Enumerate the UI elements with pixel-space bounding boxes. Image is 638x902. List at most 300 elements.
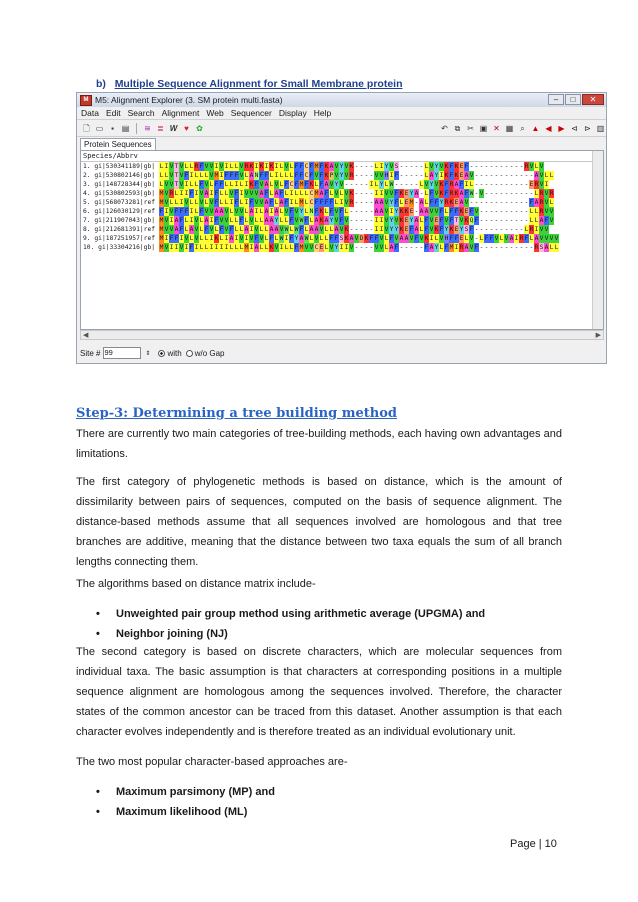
residue-cell[interactable]: K <box>324 172 329 179</box>
residue-cell[interactable]: - <box>369 244 374 251</box>
residue-cell[interactable]: M <box>299 244 304 251</box>
residue-cell[interactable]: F <box>429 199 434 206</box>
residue-cell[interactable]: L <box>199 172 204 179</box>
residue-cell[interactable]: A <box>274 190 279 197</box>
residue-cell[interactable]: - <box>484 244 489 251</box>
residue-cell[interactable]: - <box>504 181 509 188</box>
residue-cell[interactable]: A <box>244 226 249 233</box>
residue-cell[interactable]: L <box>259 226 264 233</box>
residue-cell[interactable]: K <box>444 163 449 170</box>
residue-cell[interactable]: A <box>314 217 319 224</box>
menu-help[interactable]: Help <box>313 108 332 118</box>
site-number-input[interactable]: 99 <box>103 347 141 359</box>
residue-cell[interactable]: I <box>514 235 519 242</box>
residue-cell[interactable]: I <box>249 226 254 233</box>
residue-cell[interactable]: V <box>184 199 189 206</box>
residue-cell[interactable]: V <box>259 181 264 188</box>
residue-cell[interactable]: R <box>534 244 539 251</box>
residue-cell[interactable]: - <box>514 226 519 233</box>
residue-cell[interactable]: F <box>469 208 474 215</box>
residue-cell[interactable]: L <box>284 172 289 179</box>
residue-cell[interactable]: - <box>489 199 494 206</box>
residue-cell[interactable]: - <box>409 181 414 188</box>
residue-cell[interactable]: A <box>534 235 539 242</box>
residue-cell[interactable]: I <box>274 172 279 179</box>
residue-cell[interactable]: L <box>534 163 539 170</box>
residue-cell[interactable]: L <box>169 199 174 206</box>
residue-cell[interactable]: A <box>334 226 339 233</box>
residue-cell[interactable]: V <box>544 208 549 215</box>
residue-cell[interactable]: - <box>484 181 489 188</box>
residue-cell[interactable]: V <box>334 190 339 197</box>
sequence-name[interactable]: 4. gi|530802593|gb| <box>83 190 156 197</box>
residue-cell[interactable]: L <box>184 226 189 233</box>
residue-cell[interactable]: S <box>539 244 544 251</box>
residue-cell[interactable]: L <box>194 172 199 179</box>
residue-cell[interactable]: - <box>494 190 499 197</box>
residue-cell[interactable]: M <box>314 163 319 170</box>
residue-cell[interactable]: F <box>239 217 244 224</box>
residue-cell[interactable]: - <box>509 163 514 170</box>
residue-cell[interactable]: V <box>354 235 359 242</box>
residue-cell[interactable]: C <box>309 190 314 197</box>
residue-cell[interactable]: L <box>534 190 539 197</box>
residue-cell[interactable]: V <box>544 226 549 233</box>
residue-cell[interactable]: - <box>509 244 514 251</box>
residue-cell[interactable]: - <box>369 199 374 206</box>
residue-cell[interactable]: V <box>384 199 389 206</box>
residue-cell[interactable]: L <box>239 244 244 251</box>
residue-cell[interactable]: V <box>169 181 174 188</box>
residue-cell[interactable]: V <box>494 235 499 242</box>
residue-cell[interactable]: L <box>374 163 379 170</box>
sequence-row[interactable] <box>81 207 603 216</box>
residue-cell[interactable]: F <box>219 226 224 233</box>
residue-cell[interactable]: E <box>454 226 459 233</box>
residue-cell[interactable]: - <box>499 163 504 170</box>
residue-cell[interactable]: V <box>164 226 169 233</box>
residue-cell[interactable]: - <box>364 181 369 188</box>
residue-cell[interactable]: F <box>289 208 294 215</box>
residue-cell[interactable]: - <box>369 208 374 215</box>
residue-cell[interactable]: F <box>329 235 334 242</box>
residue-cell[interactable]: A <box>464 172 469 179</box>
residue-cell[interactable]: I <box>184 190 189 197</box>
residue-cell[interactable]: Q <box>469 217 474 224</box>
residue-cell[interactable]: E <box>404 190 409 197</box>
sequence-row[interactable] <box>81 162 603 171</box>
residue-cell[interactable]: Y <box>434 163 439 170</box>
residue-cell[interactable]: I <box>214 244 219 251</box>
residue-cell[interactable]: K <box>464 217 469 224</box>
residue-cell[interactable]: T <box>174 172 179 179</box>
residue-cell[interactable]: F <box>179 226 184 233</box>
residue-cell[interactable]: A <box>414 226 419 233</box>
residue-cell[interactable]: - <box>499 244 504 251</box>
minimize-icon[interactable]: – <box>548 94 564 105</box>
residue-cell[interactable]: V <box>204 163 209 170</box>
residue-cell[interactable]: T <box>454 217 459 224</box>
residue-cell[interactable]: V <box>334 172 339 179</box>
residue-cell[interactable]: Y <box>429 181 434 188</box>
residue-cell[interactable]: F <box>454 235 459 242</box>
residue-cell[interactable]: F <box>214 181 219 188</box>
residue-cell[interactable]: A <box>259 190 264 197</box>
residue-cell[interactable]: I <box>534 226 539 233</box>
residue-cell[interactable]: V <box>394 235 399 242</box>
residue-cell[interactable]: V <box>334 208 339 215</box>
residue-cell[interactable]: - <box>359 190 364 197</box>
residue-cell[interactable]: V <box>374 172 379 179</box>
residue-cell[interactable]: K <box>344 235 349 242</box>
residue-cell[interactable]: L <box>479 235 484 242</box>
residue-cell[interactable]: - <box>514 163 519 170</box>
residue-cell[interactable]: L <box>239 181 244 188</box>
residue-cell[interactable]: I <box>194 190 199 197</box>
residue-cell[interactable]: - <box>484 190 489 197</box>
copy-icon[interactable]: ⧉ <box>454 123 461 133</box>
residue-cell[interactable]: I <box>189 217 194 224</box>
residue-cell[interactable]: F <box>214 190 219 197</box>
residue-cell[interactable]: - <box>479 217 484 224</box>
residue-cell[interactable]: F <box>279 190 284 197</box>
residue-cell[interactable]: M <box>159 235 164 242</box>
residue-cell[interactable]: - <box>479 244 484 251</box>
residue-cell[interactable]: L <box>424 172 429 179</box>
insert-gap-icon[interactable]: ▦ <box>505 123 514 133</box>
menu-web[interactable]: Web <box>206 108 224 118</box>
residue-cell[interactable]: V <box>209 172 214 179</box>
residue-cell[interactable]: - <box>489 217 494 224</box>
residue-cell[interactable]: E <box>459 172 464 179</box>
residue-cell[interactable]: L <box>229 163 234 170</box>
sequence-name[interactable]: 6. gi|126030129|ref <box>83 208 156 215</box>
residue-cell[interactable]: L <box>289 172 294 179</box>
residue-cell[interactable]: V <box>254 199 259 206</box>
residue-cell[interactable]: L <box>279 217 284 224</box>
residue-cell[interactable]: A <box>404 235 409 242</box>
residue-cell[interactable]: M <box>159 199 164 206</box>
residue-cell[interactable]: F <box>264 190 269 197</box>
residue-cell[interactable]: F <box>414 235 419 242</box>
residue-cell[interactable]: Y <box>274 217 279 224</box>
residue-cell[interactable]: L <box>189 163 194 170</box>
residue-cell[interactable]: V <box>309 244 314 251</box>
residue-cell[interactable]: F <box>524 235 529 242</box>
residue-cell[interactable]: - <box>519 208 524 215</box>
residue-cell[interactable]: V <box>199 199 204 206</box>
residue-cell[interactable]: L <box>324 208 329 215</box>
residue-cell[interactable]: F <box>174 235 179 242</box>
residue-cell[interactable]: F <box>159 208 164 215</box>
residue-cell[interactable]: V <box>199 190 204 197</box>
residue-cell[interactable]: L <box>304 199 309 206</box>
residue-cell[interactable]: F <box>444 190 449 197</box>
residue-cell[interactable]: Y <box>439 199 444 206</box>
residue-cell[interactable]: - <box>349 181 354 188</box>
residue-cell[interactable]: - <box>504 226 509 233</box>
residue-cell[interactable]: F <box>319 181 324 188</box>
residue-cell[interactable]: F <box>289 217 294 224</box>
residue-cell[interactable]: F <box>474 217 479 224</box>
sequence-residues[interactable] <box>159 207 554 216</box>
residue-cell[interactable]: K <box>249 181 254 188</box>
residue-cell[interactable]: I <box>174 244 179 251</box>
residue-cell[interactable]: L <box>279 181 284 188</box>
residue-cell[interactable]: - <box>494 226 499 233</box>
residue-cell[interactable]: - <box>509 217 514 224</box>
residue-cell[interactable]: - <box>419 244 424 251</box>
residue-cell[interactable]: I <box>439 172 444 179</box>
residue-cell[interactable]: L <box>284 217 289 224</box>
residue-cell[interactable]: - <box>359 199 364 206</box>
residue-cell[interactable]: V <box>319 226 324 233</box>
residue-cell[interactable]: L <box>219 190 224 197</box>
residue-cell[interactable]: - <box>524 181 529 188</box>
sequence-name[interactable]: 7. gi|211907043|gb| <box>83 217 156 224</box>
residue-cell[interactable]: - <box>514 190 519 197</box>
residue-cell[interactable]: - <box>369 217 374 224</box>
residue-cell[interactable]: V <box>539 172 544 179</box>
residue-cell[interactable]: - <box>514 217 519 224</box>
residue-cell[interactable]: - <box>484 199 489 206</box>
residue-cell[interactable]: F <box>339 217 344 224</box>
residue-cell[interactable]: I <box>249 244 254 251</box>
residue-cell[interactable]: V <box>284 163 289 170</box>
residue-cell[interactable]: - <box>524 217 529 224</box>
residue-cell[interactable]: F <box>254 181 259 188</box>
sequence-residues[interactable] <box>159 243 559 252</box>
residue-cell[interactable]: A <box>459 199 464 206</box>
site-spinner-icon[interactable]: ⇕ <box>145 350 151 357</box>
residue-cell[interactable]: V <box>194 226 199 233</box>
residue-cell[interactable]: L <box>159 172 164 179</box>
residue-cell[interactable]: F <box>304 217 309 224</box>
residue-cell[interactable]: E <box>319 244 324 251</box>
residue-cell[interactable]: V <box>249 235 254 242</box>
sequence-name[interactable]: 5. gi|568073281|ref <box>83 199 156 206</box>
residue-cell[interactable]: - <box>529 172 534 179</box>
residue-cell[interactable]: V <box>339 181 344 188</box>
residue-cell[interactable]: I <box>454 244 459 251</box>
residue-cell[interactable]: - <box>394 181 399 188</box>
residue-cell[interactable]: A <box>419 199 424 206</box>
residue-cell[interactable]: - <box>359 208 364 215</box>
residue-cell[interactable]: S <box>394 163 399 170</box>
residue-cell[interactable]: F <box>299 226 304 233</box>
residue-cell[interactable]: I <box>369 181 374 188</box>
residue-cell[interactable]: Y <box>294 235 299 242</box>
residue-cell[interactable]: A <box>414 190 419 197</box>
residue-cell[interactable]: R <box>244 163 249 170</box>
residue-cell[interactable]: - <box>504 244 509 251</box>
residue-cell[interactable]: A <box>269 217 274 224</box>
residue-cell[interactable]: V <box>179 172 184 179</box>
residue-cell[interactable]: L <box>234 244 239 251</box>
residue-cell[interactable]: A <box>264 217 269 224</box>
residue-cell[interactable]: M <box>299 199 304 206</box>
residue-cell[interactable]: A <box>254 244 259 251</box>
residue-cell[interactable]: V <box>539 226 544 233</box>
residue-cell[interactable]: F <box>299 172 304 179</box>
residue-cell[interactable]: I <box>379 217 384 224</box>
with-gap-radio[interactable] <box>158 350 165 357</box>
residue-cell[interactable]: - <box>489 208 494 215</box>
residue-cell[interactable]: L <box>529 208 534 215</box>
residue-cell[interactable]: - <box>474 199 479 206</box>
left-arrow-icon[interactable]: ◀ <box>545 123 552 133</box>
residue-cell[interactable]: Y <box>394 208 399 215</box>
new-file-icon[interactable]: 🗋 <box>83 123 90 133</box>
residue-cell[interactable]: - <box>479 163 484 170</box>
residue-cell[interactable]: A <box>204 217 209 224</box>
residue-cell[interactable]: V <box>209 208 214 215</box>
extra-icon[interactable]: ▥ <box>596 123 605 133</box>
residue-cell[interactable]: A <box>379 199 384 206</box>
residue-cell[interactable]: - <box>494 163 499 170</box>
residue-cell[interactable]: - <box>354 208 359 215</box>
residue-cell[interactable]: V <box>554 235 559 242</box>
residue-cell[interactable]: L <box>424 199 429 206</box>
residue-cell[interactable]: - <box>519 244 524 251</box>
residue-cell[interactable]: - <box>369 226 374 233</box>
residue-cell[interactable]: L <box>174 199 179 206</box>
residue-cell[interactable]: V <box>294 208 299 215</box>
residue-cell[interactable]: I <box>264 163 269 170</box>
residue-cell[interactable]: L <box>294 199 299 206</box>
vertical-scrollbar[interactable] <box>592 151 603 329</box>
residue-cell[interactable]: - <box>504 190 509 197</box>
residue-cell[interactable]: Y <box>394 226 399 233</box>
residue-cell[interactable]: V <box>539 181 544 188</box>
residue-cell[interactable]: - <box>519 163 524 170</box>
residue-cell[interactable]: V <box>469 244 474 251</box>
residue-cell[interactable]: L <box>229 244 234 251</box>
residue-cell[interactable]: F <box>389 235 394 242</box>
residue-cell[interactable]: A <box>429 244 434 251</box>
residue-cell[interactable]: - <box>419 190 424 197</box>
residue-cell[interactable]: S <box>339 235 344 242</box>
residue-cell[interactable]: F <box>189 190 194 197</box>
residue-cell[interactable]: V <box>294 217 299 224</box>
residue-cell[interactable]: F <box>284 199 289 206</box>
residue-cell[interactable]: - <box>509 190 514 197</box>
sequence-row[interactable] <box>81 225 603 234</box>
residue-cell[interactable]: K <box>324 163 329 170</box>
residue-cell[interactable]: Y <box>339 172 344 179</box>
residue-cell[interactable]: - <box>519 217 524 224</box>
residue-cell[interactable]: - <box>499 226 504 233</box>
residue-cell[interactable]: F <box>294 163 299 170</box>
residue-cell[interactable]: K <box>449 226 454 233</box>
residue-cell[interactable]: I <box>229 199 234 206</box>
residue-cell[interactable]: L <box>219 199 224 206</box>
residue-cell[interactable]: F <box>444 181 449 188</box>
residue-cell[interactable]: - <box>484 226 489 233</box>
residue-cell[interactable]: I <box>389 208 394 215</box>
residue-cell[interactable]: F <box>459 181 464 188</box>
residue-cell[interactable]: H <box>384 172 389 179</box>
residue-cell[interactable]: L <box>549 172 554 179</box>
residue-cell[interactable]: W <box>304 235 309 242</box>
residue-cell[interactable]: L <box>194 199 199 206</box>
residue-cell[interactable]: L <box>244 217 249 224</box>
residue-cell[interactable]: L <box>294 190 299 197</box>
residue-cell[interactable]: L <box>229 208 234 215</box>
residue-cell[interactable]: V <box>169 172 174 179</box>
residue-cell[interactable]: L <box>549 199 554 206</box>
residue-cell[interactable]: Y <box>409 190 414 197</box>
residue-cell[interactable]: F <box>449 163 454 170</box>
residue-cell[interactable]: - <box>364 208 369 215</box>
close-icon[interactable]: ✕ <box>582 94 604 105</box>
residue-cell[interactable]: L <box>544 172 549 179</box>
residue-cell[interactable]: F <box>309 172 314 179</box>
sequence-residues[interactable] <box>159 162 544 171</box>
residue-cell[interactable]: V <box>329 181 334 188</box>
residue-cell[interactable]: K <box>349 163 354 170</box>
residue-cell[interactable]: V <box>339 226 344 233</box>
residue-cell[interactable]: V <box>164 244 169 251</box>
residue-cell[interactable]: V <box>274 244 279 251</box>
residue-cell[interactable]: W <box>294 226 299 233</box>
residue-cell[interactable]: L <box>244 172 249 179</box>
residue-cell[interactable]: F <box>434 199 439 206</box>
residue-cell[interactable]: L <box>329 226 334 233</box>
residue-cell[interactable]: L <box>304 190 309 197</box>
residue-cell[interactable]: L <box>554 244 559 251</box>
residue-cell[interactable]: F <box>269 199 274 206</box>
residue-cell[interactable]: - <box>514 244 519 251</box>
residue-cell[interactable]: - <box>484 208 489 215</box>
residue-cell[interactable]: I <box>389 172 394 179</box>
residue-cell[interactable]: F <box>294 181 299 188</box>
residue-cell[interactable]: - <box>354 199 359 206</box>
residue-cell[interactable]: R <box>449 181 454 188</box>
residue-cell[interactable]: A <box>424 208 429 215</box>
residue-cell[interactable]: L <box>234 163 239 170</box>
residue-cell[interactable]: I <box>379 163 384 170</box>
residue-cell[interactable]: - <box>364 190 369 197</box>
residue-cell[interactable]: V <box>224 226 229 233</box>
residue-cell[interactable]: V <box>409 235 414 242</box>
residue-cell[interactable]: L <box>259 217 264 224</box>
residue-cell[interactable]: V <box>384 226 389 233</box>
residue-cell[interactable]: L <box>159 181 164 188</box>
residue-cell[interactable]: I <box>239 190 244 197</box>
residue-cell[interactable]: C <box>289 181 294 188</box>
residue-cell[interactable]: L <box>289 163 294 170</box>
residue-cell[interactable]: V <box>469 172 474 179</box>
residue-cell[interactable]: F <box>199 163 204 170</box>
menu-search[interactable]: Search <box>127 108 155 118</box>
residue-cell[interactable]: M <box>159 226 164 233</box>
residue-cell[interactable]: V <box>164 199 169 206</box>
residue-cell[interactable]: V <box>204 208 209 215</box>
residue-cell[interactable]: K <box>439 190 444 197</box>
residue-cell[interactable]: - <box>359 163 364 170</box>
residue-cell[interactable]: - <box>519 199 524 206</box>
residue-cell[interactable]: W <box>284 226 289 233</box>
residue-cell[interactable]: A <box>214 208 219 215</box>
residue-cell[interactable]: L <box>344 208 349 215</box>
residue-cell[interactable]: V <box>344 190 349 197</box>
residue-cell[interactable]: I <box>244 199 249 206</box>
residue-cell[interactable]: L <box>229 181 234 188</box>
residue-cell[interactable]: I <box>194 244 199 251</box>
residue-cell[interactable]: L <box>204 199 209 206</box>
residue-cell[interactable]: L <box>424 163 429 170</box>
